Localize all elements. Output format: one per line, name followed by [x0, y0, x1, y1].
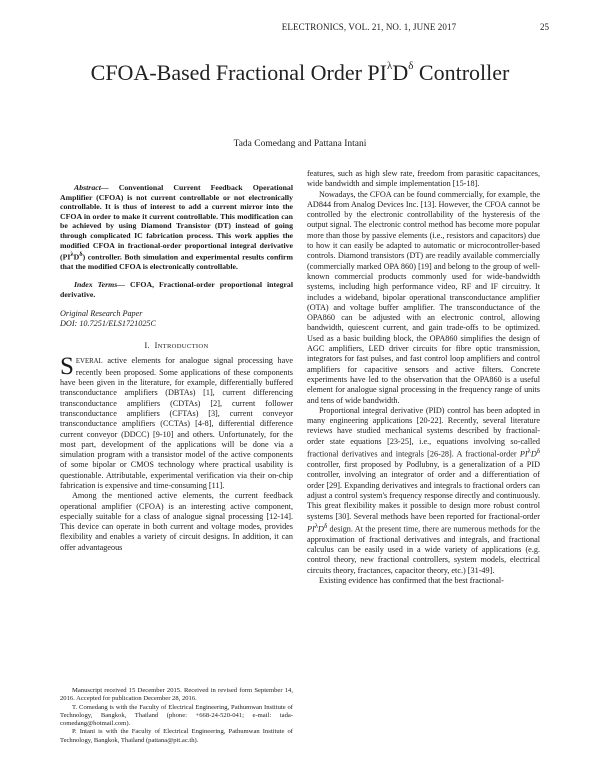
pid-text-a: Proportional integral derivative (PID) control has been adopted in many engineering applications [20-22]. Recently, several literature reviews have studied mechanical systems described by fractional-order state equations [23-25], i.e., equations involving so-called fractional derivatives and integrals [26-28]. A fractional-order — [307, 405, 540, 459]
index-terms-text: CFOA, Fractional-order proportional integral derivative. — [60, 279, 293, 299]
pid-sup-delta-2: δ — [323, 522, 328, 530]
section-title-first: I — [154, 341, 158, 351]
section-heading-introduction — [60, 341, 293, 352]
footnote-author-2: P. Intani is with the Faculty of Electrical Engineering, Pathumwan Institute of Technology, Bangkok, Thailand (pattana@pit.ac.th). — [60, 728, 293, 744]
title-superscript-lambda: λ — [386, 60, 393, 72]
section-numeral: I. — [144, 341, 150, 351]
journal-citation: ELECTRONICS, VOL. 21, NO. 1, JUNE 2017 — [281, 22, 457, 32]
intro-paragraph-1 — [60, 353, 293, 491]
pid-symbol-d: D — [530, 449, 537, 459]
abstract-tail: ) controller. Both simulation and experimental results confirm that the modified CFOA is electronically controllable. — [60, 252, 293, 272]
abstract-sup-lambda: λ — [70, 251, 74, 259]
right-paragraph-0: features, such as high slew rate, freedom from parasitic capacitances, wide bandwidth and simple implementation [15-18]. — [307, 169, 540, 189]
index-terms-lead: Index Terms— — [74, 279, 126, 289]
right-paragraph-1: Nowadays, the CFOA can be found commercially, for example, the AD844 from Analog Devices Inc. [13]. However, the CFOA cannot be controlled by the electronic controllability of the hysteresis of the output signal. The electronic control method has become more popular more than those by passive elements (i.e., resistors and capacitors) due to how it can easily be adapted to automatic or microcontroller-based controls. Diamond transistors (DT) are readily available commercially (commercially marked OPA 860) [19] and belong to the group of well-known commercial products commonly used for wide-bandwidth systems, including high performance video, RF and IF circuitry. It includes a wideband, bipolar operational transconductance amplifier (OTA) and voltage buffer amplifier. The transconductance of the OPA860 can be adjusted with an electronic control, allowing bandwidth, quiescent current, and gain trade-offs to be optimized. Used as a basic building block, the OPA860 simplifies the design of AGC amplifiers, LED driver circuits for fibre optic transmission, integrators for fast pulses, and fast control loop amplifiers and control amplifiers for capacitive sensors and active filters. Concrete experiments have led to the observation that the OPA860 is a useful element for analogue signal processing in the frequency range of units and tens of wide bandwidth. — [307, 189, 540, 405]
pid-sup-lambda-2: λ — [314, 522, 319, 530]
running-header — [0, 22, 600, 36]
pid-symbol-pi: PI — [519, 449, 528, 459]
intro-p1-text: active elements for analogue signal processing have recently been proposed. Some applications of these components have been given in the literature, for example, differentially buffered transconductance amplifiers (DBTAs) [1], current differencing transconductance amplifiers (CDTAs) [2], current follower transconductance amplifiers (CFTAs) [3], current conveyor transconductance amplifiers (CCTAs) [4-8], differential difference current conveyor (DDCC) [9-10] and others. Unfortunately, for the most part, development of the applications will be done via a simulation program with a transistor model of the active components of some bipolar or CMOS technology where practical usability is questionable. Attributable, experimental verification via their on-chip fabrication is expensive and time-consuming [11]. — [60, 356, 293, 490]
footnotes — [60, 687, 293, 745]
pid-text-c: design. At the present time, there are numerous methods for the approximation of fractional derivatives and integrals, and fractional calculus can be easily used in a wide variety of applications (e.g. control theory, new fractional controllers, system models, electrical circuits theory, fractances, capacitor theory, etc.) [31-49]. — [307, 524, 540, 575]
pid-symbol-d-2: D — [318, 524, 324, 534]
right-paragraph-2 — [307, 406, 540, 576]
index-terms — [60, 280, 293, 299]
title-part-1: CFOA-Based Fractional Order PI — [90, 60, 387, 85]
page-number: 25 — [540, 22, 549, 32]
pid-sup-delta: δ — [536, 448, 540, 456]
right-paragraph-3: Existing evidence has confirmed that the best fractional- — [319, 576, 504, 586]
right-column — [307, 169, 540, 586]
pid-sup-lambda: λ — [527, 448, 531, 456]
author-list: Tada Comedang and Pattana Intani — [233, 139, 367, 149]
abstract-mid: D — [73, 252, 80, 262]
abstract-text: Conventional Current Feedback Operational Amplifier (CFOA) is not current controllable or not electronically controllable. It is thus of interest to add a current mirror into the CFOA in order to make it current controllable. This modification can be achieved by using Diamond Transistor (DT) instead of going through complicated IC fabrication process. This work applies the modified CFOA in fractional-order proportional integral derivative (PI — [60, 183, 293, 262]
title-part-3: Controller — [413, 60, 510, 85]
paper-title — [0, 60, 600, 86]
drop-cap: S — [60, 353, 74, 381]
title-part-2: D — [392, 60, 409, 85]
doi: DOI: 10.7251/ELS1721025C — [60, 319, 156, 329]
pid-symbol-pi-2: PI — [307, 524, 315, 534]
left-column — [60, 183, 293, 553]
footnote-received: Manuscript received 15 December 2015. Received in revised form September 14, 2016. Accepted for publication December 28, 2016. — [60, 687, 293, 703]
section-title-rest: NTRODUCTION — [157, 343, 209, 351]
abstract-lead: Abstract— — [74, 183, 109, 192]
footnote-author-1: T. Comedang is with the Faculty of Electrical Engineering, Pathumwan Institute of Technology, Bangkok, Thailand (phone: +668-24-520-041; e-mail: tada-comedang@hotmail.com). — [60, 703, 293, 728]
pid-text-b: controller, first proposed by Podlubny, is a generalization of a PID controller, involving an integrator of order and a differentiation of order [29]. Expanding derivatives and integrals to fractional orders can adjust a control system's frequency response directly and continuously. This great flexibility makes it possible to design more robust control systems [30]. Several methods have been reported for fractional-order — [307, 460, 540, 521]
title-superscript-delta: δ — [408, 60, 414, 72]
intro-paragraph-2: Among the mentioned active elements, the current feedback operational amplifier (CFOA) is an interesting active component, especially suitable for a class of analogue signal processing [12-14]. This device can operate in both current and voltage modes, provides flexibility and enables a variety of circuit designs. In addition, it can offer advantageous — [60, 491, 293, 552]
paper-type: Original Research Paper — [60, 309, 143, 319]
intro-cap-rest: EVERAL — [75, 358, 103, 366]
abstract — [60, 183, 293, 272]
abstract-sup-delta: δ — [79, 251, 83, 259]
